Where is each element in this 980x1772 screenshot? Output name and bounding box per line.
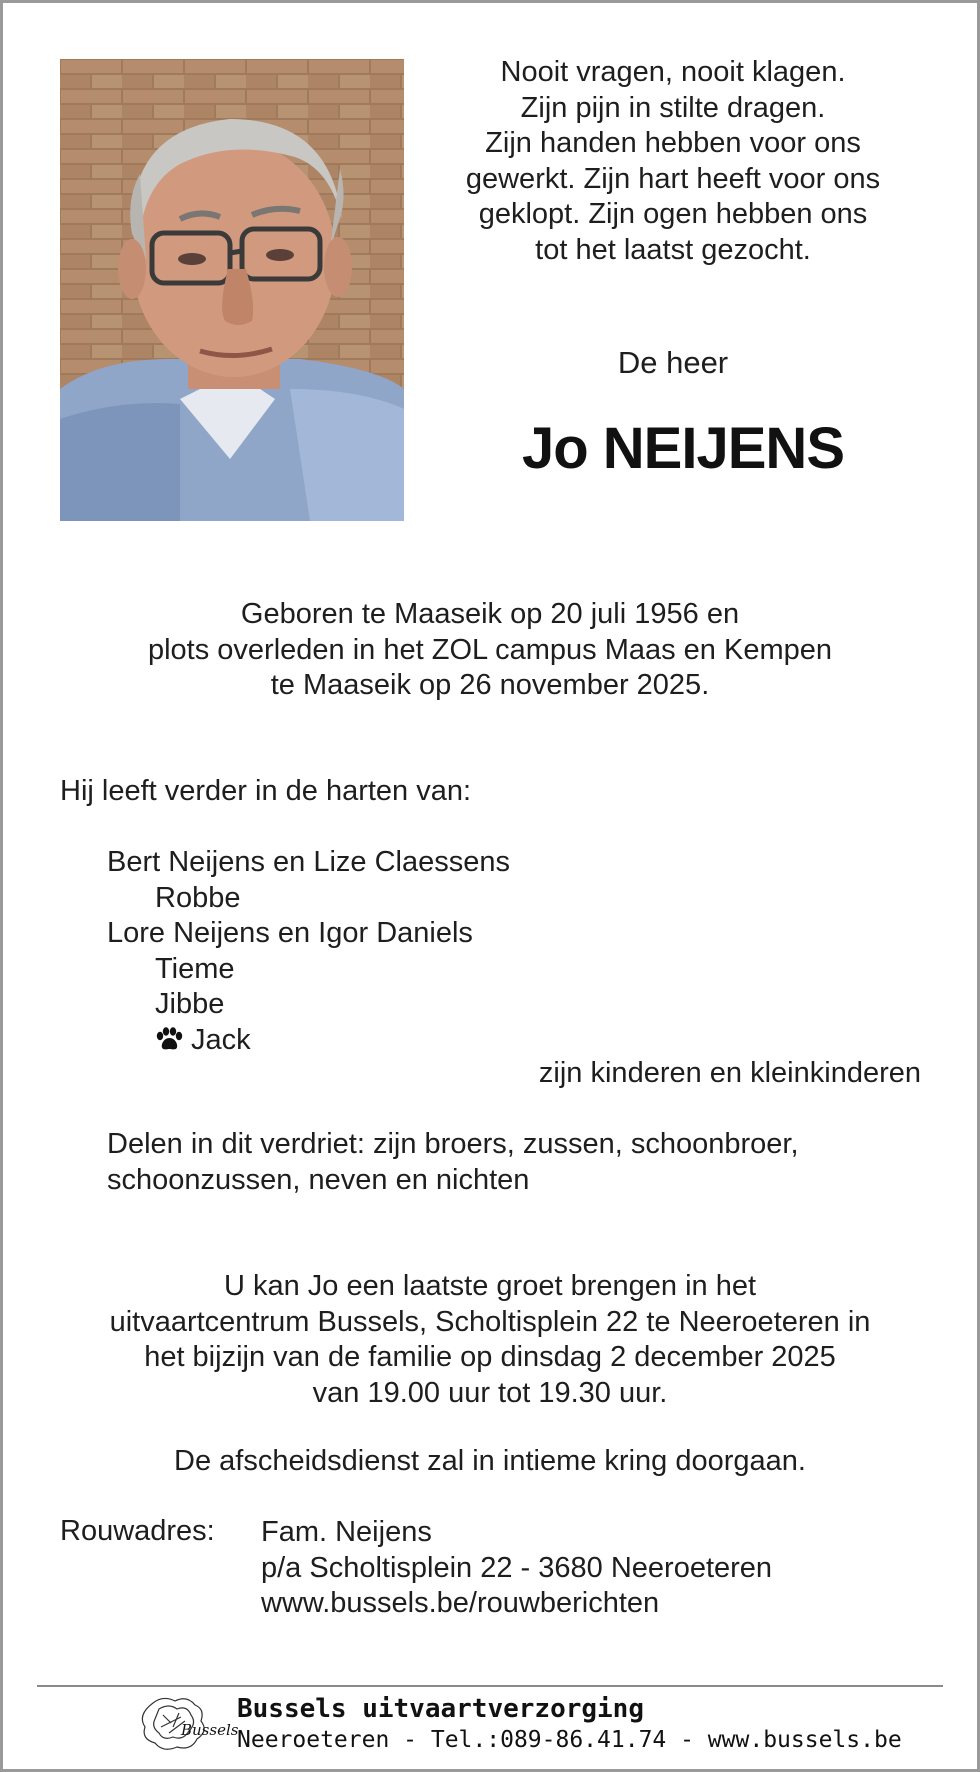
address-line: Fam. Neijens	[261, 1516, 432, 1548]
address-link[interactable]: www.bussels.be/rouwberichten	[261, 1587, 660, 1619]
birth-death-text	[3, 597, 977, 704]
sharing-line: schoonzussen, neven en nichten	[107, 1163, 530, 1196]
address-label: Rouwadres:	[60, 1515, 215, 1547]
portrait-photo	[60, 59, 404, 521]
family-child: Tieme	[155, 952, 235, 985]
address-line: p/a Scholtisplein 22 - 3680 Neeroeteren	[261, 1551, 773, 1584]
ceremony-text: De afscheidsdienst zal in intieme kring doorgaan.	[174, 1445, 806, 1477]
company-info	[237, 1693, 902, 1755]
birth-death-line: Geboren te Maaseik op 20 juli 1956 en	[240, 598, 740, 630]
sharing-text	[107, 1127, 799, 1198]
family-list	[107, 845, 510, 1058]
visitation-text	[3, 1269, 977, 1411]
deceased-name: Jo NEIJENS	[522, 416, 844, 481]
family-child: Robbe	[155, 881, 241, 914]
mourning-address	[261, 1515, 772, 1622]
poem-line: Zijn handen hebben voor ons	[485, 127, 861, 159]
family-child: Jibbe	[155, 988, 225, 1020]
family-relation: zijn kinderen en kleinkinderen	[538, 1057, 921, 1089]
salutation: De heer	[617, 345, 729, 380]
family-couple: Lore Neijens en Igor Daniels	[107, 917, 473, 949]
poem	[423, 55, 923, 268]
family-couple: Bert Neijens en Lize Claessens	[107, 846, 510, 878]
pet-name: Jack	[191, 1023, 251, 1056]
sharing-line: Delen in dit verdriet: zijn broers, zussen, schoonbroer,	[107, 1128, 799, 1160]
poem-line: tot het laatst gezocht.	[535, 233, 811, 266]
paw-icon	[155, 1025, 183, 1049]
family-pet	[107, 1023, 510, 1059]
visitation-line: U kan Jo een laatste groet brengen in het	[223, 1270, 757, 1302]
company-contact: Neeroeteren - Tel.:089-86.41.74 - www.bussels.be	[237, 1727, 902, 1753]
survived-intro: Hij leeft verder in de harten van:	[60, 775, 472, 807]
birth-death-line: plots overleden in het ZOL campus Maas en Kempen	[147, 633, 833, 666]
poem-line: gewerkt. Zijn hart heeft voor ons	[465, 162, 881, 195]
company-name: Bussels uitvaartverzorging	[237, 1694, 644, 1724]
poem-line: Zijn pijn in stilte dragen.	[520, 91, 826, 124]
poem-line: geklopt. Zijn ogen hebben ons	[478, 198, 868, 230]
poem-line: Nooit vragen, nooit klagen.	[500, 56, 846, 88]
visitation-line: het bijzijn van de familie op dinsdag 2 december 2025	[144, 1341, 836, 1373]
visitation-line: uitvaartcentrum Bussels, Scholtisplein 22 te Neeroeteren in	[109, 1305, 871, 1338]
birth-death-line: te Maaseik op 26 november 2025.	[270, 669, 710, 701]
visitation-line: van 19.00 uur tot 19.30 uur.	[312, 1376, 668, 1409]
svg-text:Bussels: Bussels	[181, 1721, 239, 1739]
bussels-logo	[133, 1693, 239, 1755]
footer-divider	[37, 1685, 943, 1687]
